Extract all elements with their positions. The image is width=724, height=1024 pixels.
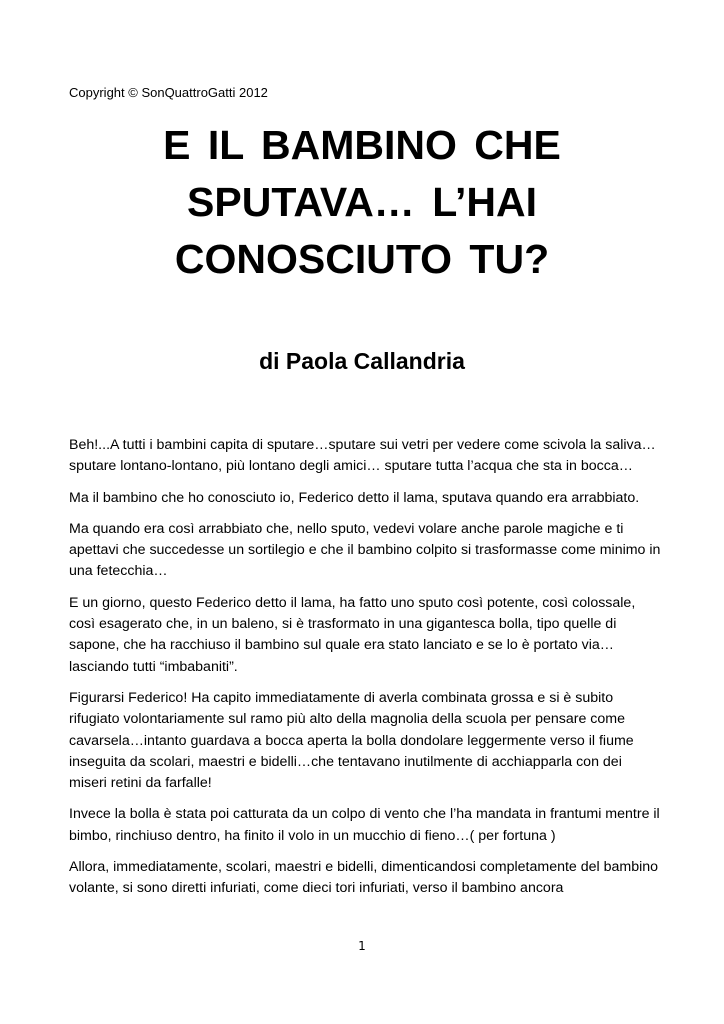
copyright-notice: Copyright © SonQuattroGatti 2012: [69, 85, 268, 100]
paragraph: Ma quando era così arrabbiato che, nello sputo, vedevi volare anche parole magiche e ti apettavi che succedesse un sortilegio e che il bambino colpito si trasformasse come minimo in una fetecchia…: [69, 520, 661, 580]
page-number: 1: [358, 939, 366, 953]
story-body: [69, 435, 661, 910]
paragraph: Invece la bolla è stata poi catturata da un colpo di vento che l’ha mandata in frantumi mentre il bimbo, rinchiuso dentro, ha finito il volo in un mucchio di fieno…( per fortuna ): [69, 806, 660, 844]
paragraph: Beh!...A tutti i bambini capita di sputare…sputare sui vetri per vedere come scivola la saliva… sputare lontano-lontano, più lontano degli amici… sputare tutta l’acqua che sta in bocca…: [69, 437, 656, 475]
paragraph: E un giorno, questo Federico detto il lama, ha fatto uno sputo così potente, così colossale, così esagerato che, in un baleno, si è trasformato in una gigantesca bolla, tipo quelle di sapone, che ha racchiuso il bambino sul quale era stato lanciato e se lo è portato via… lasciando tutti “imbabaniti”.: [69, 594, 636, 675]
title-line: SPUTAVA… L’HAI: [187, 179, 537, 225]
paragraph: Ma il bambino che ho conosciuto io, Federico detto il lama, sputava quando era arrabbiato.: [69, 489, 640, 506]
title-line: E IL BAMBINO CHE: [163, 122, 561, 168]
paragraph: Figurarsi Federico! Ha capito immediatamente di averla combinata grossa e si è subito rifugiato volontariamente sul ramo più alto della magnolia della scuola per pensare come cavarsela…intanto guardava a bocca aperta la bolla dondolare leggermente verso il fiume inseguita da scolari, maestri e bidelli…che tentavano inutilmente di acchiapparla con dei miseri retini da farfalle!: [69, 689, 634, 792]
author-byline: di Paola Callandria: [259, 348, 465, 374]
document-title: [40, 117, 684, 288]
title-line: CONOSCIUTO TU?: [174, 236, 550, 282]
paragraph: Allora, immediatamente, scolari, maestri e bidelli, dimenticandosi completamente del bambino volante, si sono diretti infuriati, come dieci tori infuriati, verso il bambino ancora: [69, 859, 659, 897]
